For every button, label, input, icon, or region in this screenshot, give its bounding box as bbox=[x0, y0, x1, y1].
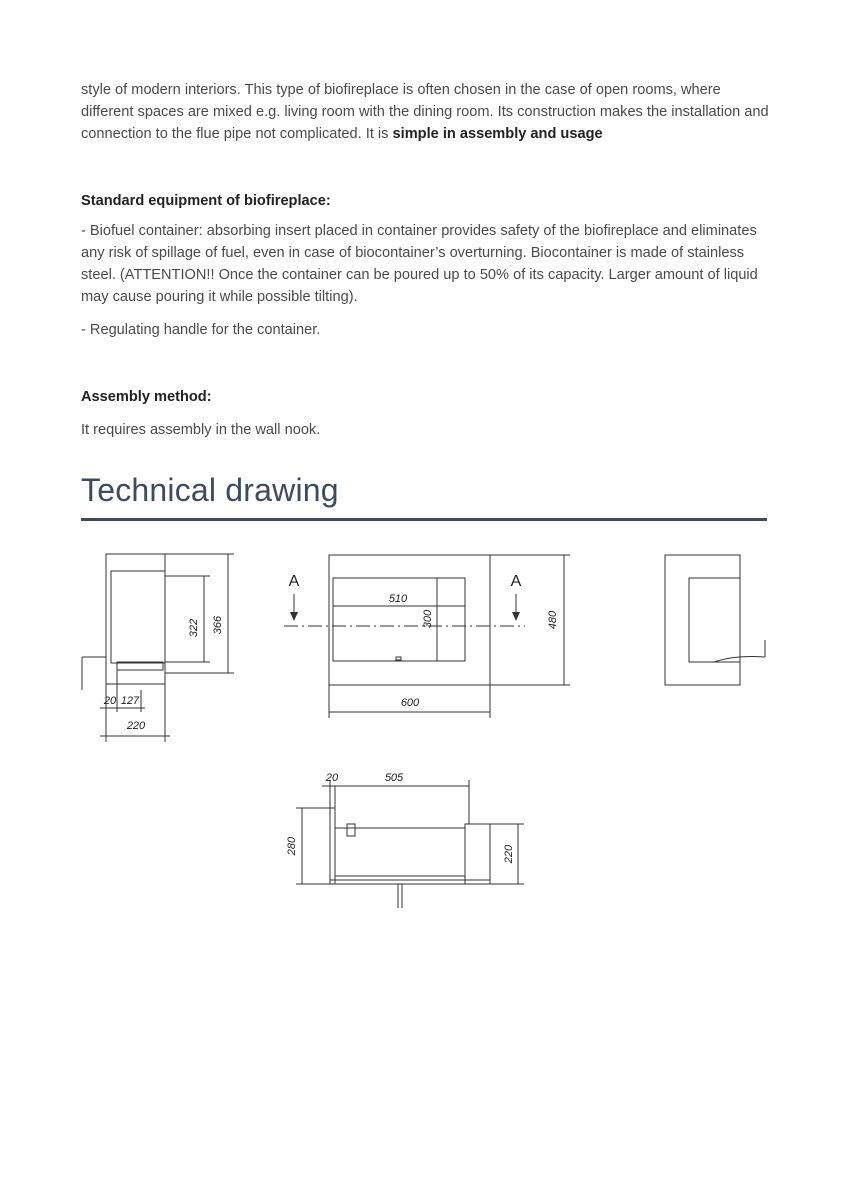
section-label-right: A bbox=[510, 573, 522, 590]
dim-side-220: 220 bbox=[126, 720, 146, 732]
dim-front-480: 480 bbox=[547, 610, 559, 630]
front-view-handle bbox=[396, 657, 401, 660]
dim-side-322: 322 bbox=[188, 618, 200, 638]
rear-view-body bbox=[665, 555, 740, 685]
dim-section-280: 280 bbox=[286, 836, 298, 856]
front-view-opening bbox=[333, 578, 465, 661]
section-view-front bbox=[465, 824, 490, 884]
dim-front-510: 510 bbox=[388, 593, 408, 605]
assembly-heading: Assembly method: bbox=[81, 389, 212, 405]
dim-front-600: 600 bbox=[400, 697, 420, 709]
section-view-wall bbox=[330, 808, 335, 884]
intro-bold-text: simple in assembly and usage bbox=[392, 126, 603, 142]
dim-section-220: 220 bbox=[503, 844, 515, 864]
intro-text: style of modern interiors. This type of biofireplace is often chosen in the case of open rooms, where different spaces are mixed e.g. living room with the dining room. Its construction makes the installation and connection to the flue pipe not complicated. It is bbox=[81, 82, 769, 142]
section-label-left: A bbox=[288, 573, 300, 590]
assembly-text: It requires assembly in the wall nook. bbox=[81, 422, 321, 438]
front-view bbox=[284, 555, 570, 718]
dim-section-20: 20 bbox=[325, 772, 339, 784]
section-title: Technical drawing bbox=[81, 472, 339, 508]
front-view-body bbox=[329, 555, 490, 685]
rear-view-panel bbox=[689, 578, 740, 662]
dim-front-300: 300 bbox=[422, 609, 434, 629]
side-view-body bbox=[106, 554, 165, 684]
rear-view bbox=[665, 555, 765, 685]
dim-side-127: 127 bbox=[120, 695, 140, 707]
equipment-heading: Standard equipment of biofireplace: bbox=[81, 193, 331, 209]
section-view-bracket bbox=[347, 824, 355, 836]
equipment-item-container: - Biofuel container: absorbing insert placed in container provides safety of the biofireplace and eliminates any risk of spillage of fuel, even in case of biocontainer’s overturning. Biocontainer is made of stainless steel. (ATTENTION!! Once the container can be poured up to 50% of its capacity. Larger amount of liquid may cause pouring it while possible tilting). bbox=[81, 223, 758, 305]
section-view bbox=[296, 780, 524, 908]
side-view-inner bbox=[111, 571, 165, 663]
dim-section-505: 505 bbox=[384, 772, 404, 784]
equipment-item-handle: - Regulating handle for the container. bbox=[81, 322, 321, 338]
dim-side-20: 20 bbox=[103, 695, 117, 707]
dim-side-366: 366 bbox=[212, 615, 224, 635]
side-view bbox=[82, 554, 234, 742]
